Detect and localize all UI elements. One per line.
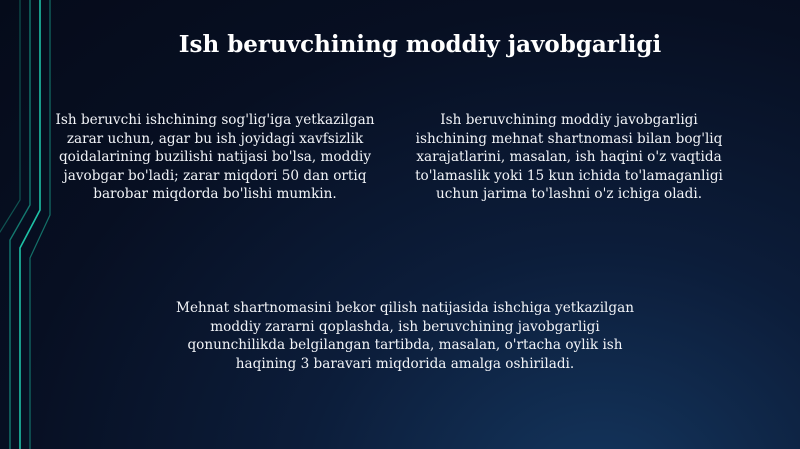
paragraph-right: Ish beruvchining moddiy javobgarligi ishchining mehnat shartnomasi bilan bog'liq xarajatlarini, masalan, ish haqini o'z vaqtida to'lamaslik yoki 15 kun ichida to'lamaganligi uchun jarima to'lashni o'z ichiga oladi. — [415, 112, 723, 203]
paragraph-bottom: Mehnat shartnomasini bekor qilish natijasida ishchiga yetkazilgan moddiy zararni qoplashda, ish beruvchining javobgarligi qonunchilikda belgilangan tartibda, masalan, o'rtacha oylik ish haqining 3 baravari miqdorida amalga oshiriladi. — [176, 300, 634, 372]
slide-title: Ish beruvchining moddiy javobgarligi — [178, 31, 662, 58]
accent-line-left — [0, 0, 20, 232]
paragraph-left: Ish beruvchi ishchining sog'lig'iga yetkazilgan zarar uchun, agar bu ish joyidagi xavfsizlik qoidalarining buzilishi natijasi bo'lsa, moddiy javobgar bo'ladi; zarar miqdori 50 dan ortiq barobar miqdorda bo'lishi mumkin. — [55, 112, 375, 203]
decorative-circuit-lines — [0, 0, 80, 449]
